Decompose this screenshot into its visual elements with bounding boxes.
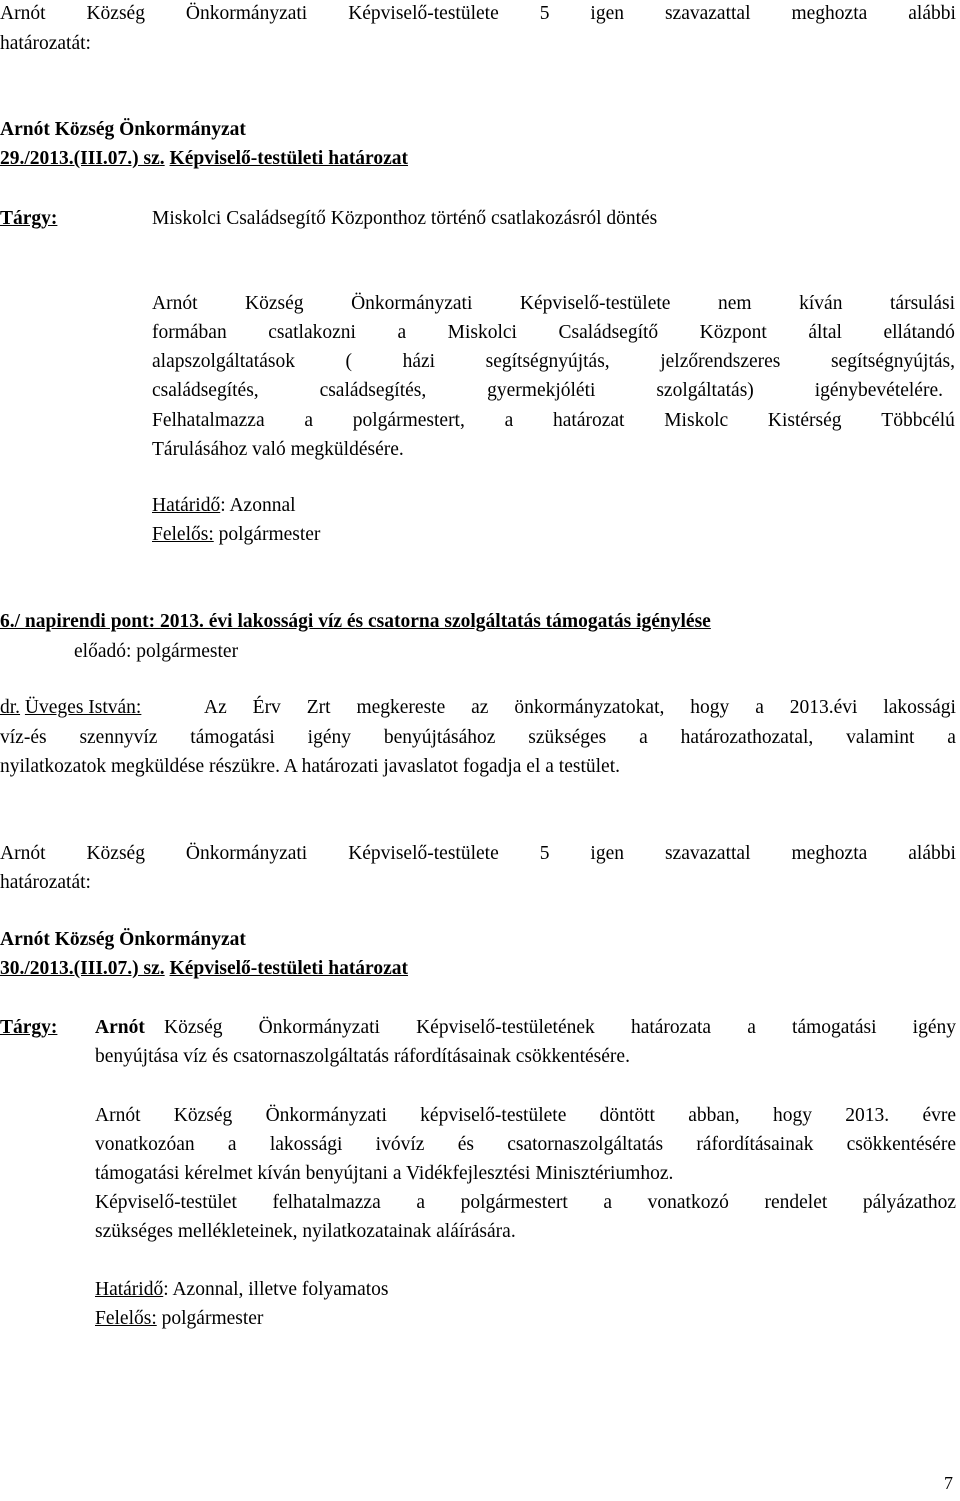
word: Miskolci	[447, 322, 517, 343]
res30-org: Arnót Község Önkormányzat	[0, 929, 246, 950]
word: 5	[539, 3, 550, 24]
res30-body-line-1	[95, 1105, 956, 1127]
word: Képviselő-testülete	[348, 3, 499, 24]
res30-subject-label: Tárgy:	[0, 1017, 58, 1038]
word: lakossági	[883, 697, 956, 718]
word: Község	[86, 3, 145, 24]
word: Község	[245, 293, 304, 314]
word: abban,	[688, 1105, 740, 1126]
word: a	[755, 697, 764, 718]
word: pályázathoz	[862, 1192, 956, 1213]
word: kíván	[799, 293, 843, 314]
word: önkormányzatokat,	[514, 697, 665, 718]
word: nem	[718, 293, 752, 314]
word: Kistérség	[767, 410, 842, 431]
intro-2-line-1	[0, 843, 956, 865]
res29-body-line-2	[152, 322, 955, 344]
res29-deadline	[152, 495, 296, 517]
word: ellátandó	[883, 322, 955, 343]
word: szavazattal	[664, 843, 751, 864]
word: 5	[539, 843, 550, 864]
word: Arnót	[95, 1105, 141, 1126]
res29-deadline-label: Határidő	[152, 495, 221, 516]
word: víz-és	[0, 727, 47, 748]
word: meghozta	[791, 3, 868, 24]
res30-responsible-label: Felelős:	[95, 1308, 157, 1329]
word: alapszolgáltatások	[152, 351, 295, 372]
word: határozat	[553, 410, 625, 431]
word: alábbi	[908, 3, 956, 24]
res30-body-line-5: szükséges mellékleteinek, nyilatkozatainak aláírására.	[95, 1221, 516, 1242]
res29-subject: Miskolci Családsegítő Központhoz történő csatlakozásról döntés	[152, 208, 658, 229]
word: Önkormányzati	[351, 293, 473, 314]
word: csatornaszolgáltatás	[507, 1134, 664, 1155]
word: döntött	[599, 1105, 655, 1126]
res30-subject-line-2: benyújtása víz és csatornaszolgáltatás ráfordításainak csökkentésére.	[95, 1046, 630, 1067]
word: határozathozatal,	[680, 727, 814, 748]
word: Község	[164, 1017, 223, 1038]
word: szavazattal	[664, 3, 751, 24]
res29-body-line-4	[152, 380, 943, 402]
intro-1-line-1	[0, 3, 956, 25]
res30-title: Képviselő-testületi határozat	[169, 958, 409, 979]
word: Község	[173, 1105, 233, 1126]
word: családsegítés,	[319, 380, 427, 401]
word: Község	[86, 843, 145, 864]
res29-responsible	[152, 524, 320, 546]
word: Miskolc	[664, 410, 729, 431]
word: szolgáltatás)	[656, 380, 754, 401]
word: a	[416, 1192, 425, 1213]
word: Képviselő-testület	[95, 1192, 237, 1213]
word: igény	[307, 727, 351, 748]
res30-body-line-3: támogatási kérelmet kíván benyújtani a Vidékfejlesztési Minisztériumhoz.	[95, 1163, 674, 1184]
word: vonatkozóan	[95, 1134, 195, 1155]
word: igény	[912, 1017, 956, 1038]
word: segítségnyújtás,	[485, 351, 610, 372]
word: Felhatalmazza	[152, 410, 265, 431]
agenda-6-line-2	[0, 727, 956, 749]
word: a	[947, 727, 956, 748]
word: az	[471, 697, 489, 718]
res30-body-line-4	[95, 1192, 956, 1214]
res29-deadline-value: : Azonnal	[220, 495, 296, 516]
word: a	[639, 727, 648, 748]
res29-body-line-5	[152, 410, 955, 432]
word: igen	[590, 843, 624, 864]
word: polgármestert	[460, 1192, 568, 1213]
word: igen	[590, 3, 624, 24]
word: meghozta	[791, 843, 868, 864]
intro-2-line-2: határozatát:	[0, 872, 91, 893]
word: 2013.	[845, 1105, 890, 1126]
word: Önkormányzati	[185, 843, 308, 864]
word: vonatkozó	[647, 1192, 729, 1213]
word: határozata	[630, 1017, 712, 1038]
res30-deadline-value: : Azonnal, illetve folyamatos	[163, 1279, 389, 1300]
res29-body-line-6: Tárulásához való megküldésére.	[152, 439, 404, 460]
word: Zrt	[306, 697, 331, 718]
agenda-6-presenter: előadó: polgármester	[74, 641, 239, 662]
word: támogatási	[190, 727, 275, 748]
word: társulási	[890, 293, 955, 314]
word: megkereste	[356, 697, 446, 718]
agenda-6-speaker	[0, 697, 141, 719]
word: támogatási	[792, 1017, 877, 1038]
res30-responsible-value: polgármester	[156, 1308, 264, 1329]
res30-subject-bold: Arnót	[95, 1017, 145, 1038]
word: Arnót	[0, 843, 46, 864]
word: ráfordításainak	[696, 1134, 814, 1155]
res29-body-line-1	[152, 293, 955, 315]
word: Önkormányzati	[185, 3, 308, 24]
word: Arnót	[0, 3, 46, 24]
word: a	[504, 410, 514, 431]
res29-responsible-label: Felelős:	[152, 524, 214, 545]
word: Képviselő-testülete	[519, 293, 671, 314]
word: családsegítés,	[152, 380, 259, 401]
word: felhatalmazza	[272, 1192, 381, 1213]
word: valamint	[846, 727, 915, 748]
word: Az	[204, 697, 227, 718]
word: Képviselő-testületének	[416, 1017, 595, 1038]
word: képviselő-testülete	[420, 1105, 567, 1126]
word: Központ	[699, 322, 767, 343]
res30-deadline-label: Határidő	[95, 1279, 164, 1300]
res30-responsible	[95, 1308, 263, 1330]
word: hogy	[690, 697, 730, 718]
word: csökkentésére	[846, 1134, 956, 1155]
word: lakossági	[269, 1134, 343, 1155]
res29-number: 29./2013.(III.07.) sz.	[0, 148, 165, 169]
word: hogy	[772, 1105, 812, 1126]
word: Arnót	[152, 293, 198, 314]
word: benyújtásához	[383, 727, 496, 748]
speaker-dr: dr.	[0, 697, 21, 718]
agenda-6-line-3: nyilatkozatok megküldése részükre. A határozati javaslatot fogadja el a testület.	[0, 756, 620, 777]
word: 2013.évi	[789, 697, 858, 718]
word: segítségnyújtás,	[830, 351, 955, 372]
speaker-name: Üveges István:	[24, 697, 142, 718]
agenda-6-line-1	[204, 697, 956, 719]
word: a	[227, 1134, 237, 1155]
word: Érv	[252, 697, 281, 718]
word: polgármestert,	[352, 410, 465, 431]
word: szennyvíz	[79, 727, 158, 748]
word: csatlakozni	[268, 322, 356, 343]
word: igénybevételére.	[814, 380, 943, 401]
word: alábbi	[908, 843, 956, 864]
word: a	[747, 1017, 756, 1038]
word: szükséges	[528, 727, 607, 748]
word: a	[603, 1192, 613, 1213]
word: Képviselő-testülete	[348, 843, 499, 864]
agenda-6-heading: 6./ napirendi pont: 2013. évi lakossági víz és csatorna szolgáltatás támogatás igénylése	[0, 611, 711, 632]
word: (	[345, 351, 353, 372]
res29-heading	[0, 148, 408, 170]
res29-subject-label: Tárgy:	[0, 208, 58, 229]
word: házi	[402, 351, 436, 372]
res30-deadline	[95, 1279, 389, 1301]
word: formában	[152, 322, 227, 343]
res29-responsible-value: polgármester	[213, 524, 321, 545]
intro-1-line-2: határozatát:	[0, 33, 91, 54]
res30-number: 30./2013.(III.07.) sz.	[0, 958, 165, 979]
page-number: 7	[944, 1473, 953, 1493]
word: jelzőrendszeres	[660, 351, 781, 372]
word: gyermekjóléti	[487, 380, 596, 401]
res29-body-line-3	[152, 351, 955, 373]
word: ivóvíz	[375, 1134, 425, 1155]
word: a	[397, 322, 407, 343]
word: rendelet	[764, 1192, 828, 1213]
word: Családsegítő	[558, 322, 659, 343]
word: és	[457, 1134, 474, 1155]
res30-heading	[0, 958, 408, 980]
word: Önkormányzati	[258, 1017, 380, 1038]
res30-body-line-2	[95, 1134, 956, 1156]
word: által	[808, 322, 842, 343]
word: évre	[922, 1105, 956, 1126]
res30-subject-line-1	[164, 1017, 956, 1039]
word: Önkormányzati	[265, 1105, 387, 1126]
word: Többcélú	[881, 410, 955, 431]
res29-org: Arnót Község Önkormányzat	[0, 119, 246, 140]
res29-title: Képviselő-testületi határozat	[169, 148, 409, 169]
word: a	[304, 410, 314, 431]
